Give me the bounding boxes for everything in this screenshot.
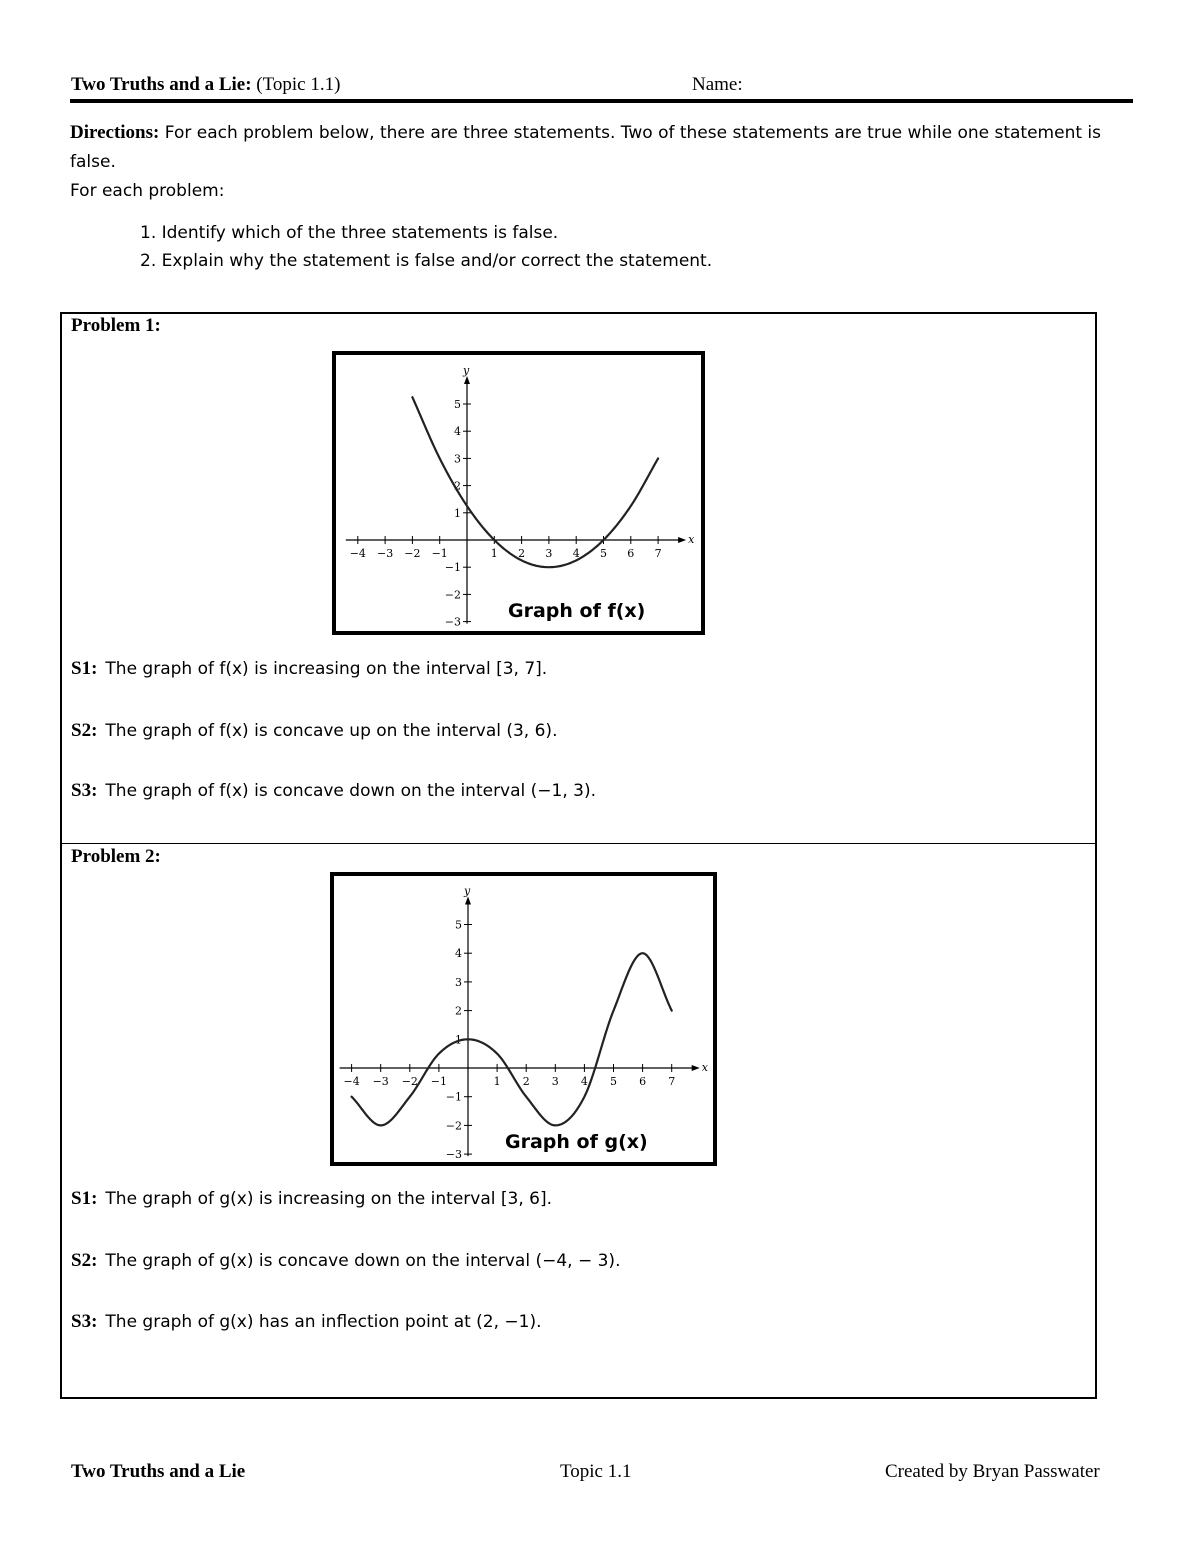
problem-1-s1 xyxy=(71,658,547,680)
x-tick-label: −3 xyxy=(376,547,394,560)
y-axis-label: y xyxy=(464,884,471,898)
y-tick-label: 5 xyxy=(454,398,461,411)
x-tick-label: −2 xyxy=(401,1075,418,1088)
x-tick-label: 2 xyxy=(518,547,526,560)
y-tick-label: −3 xyxy=(444,615,461,629)
step-1: 1. Identify which of the three statements is false. xyxy=(140,223,559,243)
s1-text: The graph of f(x) is increasing on the interval [3, 7]. xyxy=(105,659,548,679)
x-axis-arrow xyxy=(692,1065,700,1071)
y-tick-label: −1 xyxy=(445,1090,462,1104)
s1-label: S1: xyxy=(71,658,98,679)
x-tick-label: 4 xyxy=(572,547,580,560)
graph-title: Graph of g(x) xyxy=(505,1131,648,1153)
series-line-g xyxy=(352,953,672,1125)
x-tick-label: 3 xyxy=(545,547,553,560)
problem-2-s3 xyxy=(71,1311,542,1333)
s3-text: The graph of f(x) is concave down on the interval (−1, 3). xyxy=(105,781,597,801)
y-tick-label: 1 xyxy=(454,506,461,520)
x-tick-label: −2 xyxy=(404,547,421,560)
x-axis-arrow xyxy=(678,537,686,543)
worksheet-topic: (Topic 1.1) xyxy=(251,74,341,95)
problem-1-s2 xyxy=(71,720,557,742)
y-tick-label: 4 xyxy=(454,425,461,439)
footer-left: Two Truths and a Lie xyxy=(71,1461,246,1482)
x-tick-label: 1 xyxy=(493,1075,501,1088)
series-line-f xyxy=(412,397,658,567)
s2-label: S2: xyxy=(71,1250,98,1271)
x-tick-label: 5 xyxy=(600,547,607,560)
directions xyxy=(70,118,1110,206)
footer-center: Topic 1.1 xyxy=(560,1461,632,1482)
s3-label: S3: xyxy=(71,780,98,801)
directions-steps xyxy=(140,219,712,275)
directions-label: Directions: xyxy=(70,122,160,143)
x-tick-label: 2 xyxy=(522,1075,530,1088)
graph-g-svg xyxy=(334,876,713,1162)
y-tick-label: −1 xyxy=(444,561,461,575)
name-label: Name: xyxy=(692,74,743,95)
graph-g xyxy=(330,872,717,1166)
header-rule xyxy=(70,99,1133,103)
s1-text: The graph of g(x) is increasing on the interval [3, 6]. xyxy=(105,1189,552,1209)
y-tick-label: 2 xyxy=(455,1004,462,1018)
x-tick-label: −4 xyxy=(343,1075,360,1088)
y-axis-arrow xyxy=(464,376,470,384)
s1-label: S1: xyxy=(71,1188,98,1209)
y-tick-label: 2 xyxy=(454,479,461,493)
s2-text: The graph of f(x) is concave up on the interval (3, 6). xyxy=(105,721,558,741)
step-2: 2. Explain why the statement is false and/or correct the statement. xyxy=(140,251,713,271)
graph-f xyxy=(332,351,705,635)
x-tick-label: −4 xyxy=(349,547,366,560)
y-tick-label: −2 xyxy=(445,1119,462,1133)
y-tick-label: 5 xyxy=(455,918,462,932)
x-tick-label: 5 xyxy=(610,1075,617,1088)
x-axis-label: x xyxy=(701,1061,708,1074)
x-tick-label: −1 xyxy=(430,1075,448,1088)
directions-for-each: For each problem: xyxy=(70,181,225,201)
y-axis-arrow xyxy=(465,897,471,905)
problem-1-s3 xyxy=(71,780,596,802)
directions-text: For each problem below, there are three statements. Two of these statements are true while one statement is false. xyxy=(70,123,1101,172)
graph-title: Graph of f(x) xyxy=(508,600,646,622)
x-tick-label: 1 xyxy=(490,547,498,560)
worksheet-title-bold: Two Truths and a Lie: xyxy=(71,74,252,95)
x-tick-label: 6 xyxy=(639,1075,647,1088)
y-tick-label: 1 xyxy=(455,1033,462,1047)
x-tick-label: −3 xyxy=(372,1075,389,1088)
problem-2-s1 xyxy=(71,1188,552,1210)
s3-label: S3: xyxy=(71,1311,98,1332)
s3-text: The graph of g(x) has an inflection point at (2, −1). xyxy=(105,1312,542,1332)
problem-divider xyxy=(60,843,1097,844)
x-tick-label: 6 xyxy=(627,547,635,560)
y-axis-label: y xyxy=(463,364,470,377)
s2-text: The graph of g(x) is concave down on the interval (−4, − 3). xyxy=(105,1251,621,1271)
x-axis-label: x xyxy=(688,533,695,546)
y-tick-label: −2 xyxy=(444,588,461,602)
x-tick-label: −1 xyxy=(431,547,448,560)
x-tick-label: 7 xyxy=(668,1075,676,1088)
worksheet-title xyxy=(71,74,340,96)
y-tick-label: 3 xyxy=(454,452,461,466)
graph-f-svg xyxy=(336,355,701,631)
footer-right: Created by Bryan Passwater xyxy=(885,1461,1100,1482)
problem-2-label: Problem 2: xyxy=(71,846,161,867)
s2-label: S2: xyxy=(71,720,98,741)
problem-2-s2 xyxy=(71,1250,620,1272)
y-tick-label: −3 xyxy=(445,1148,462,1162)
y-tick-label: 3 xyxy=(455,975,462,989)
x-tick-label: 3 xyxy=(551,1075,559,1088)
x-tick-label: 4 xyxy=(580,1075,588,1088)
x-tick-label: 7 xyxy=(654,547,662,560)
problem-1-label: Problem 1: xyxy=(71,315,161,336)
y-tick-label: 4 xyxy=(455,947,462,961)
